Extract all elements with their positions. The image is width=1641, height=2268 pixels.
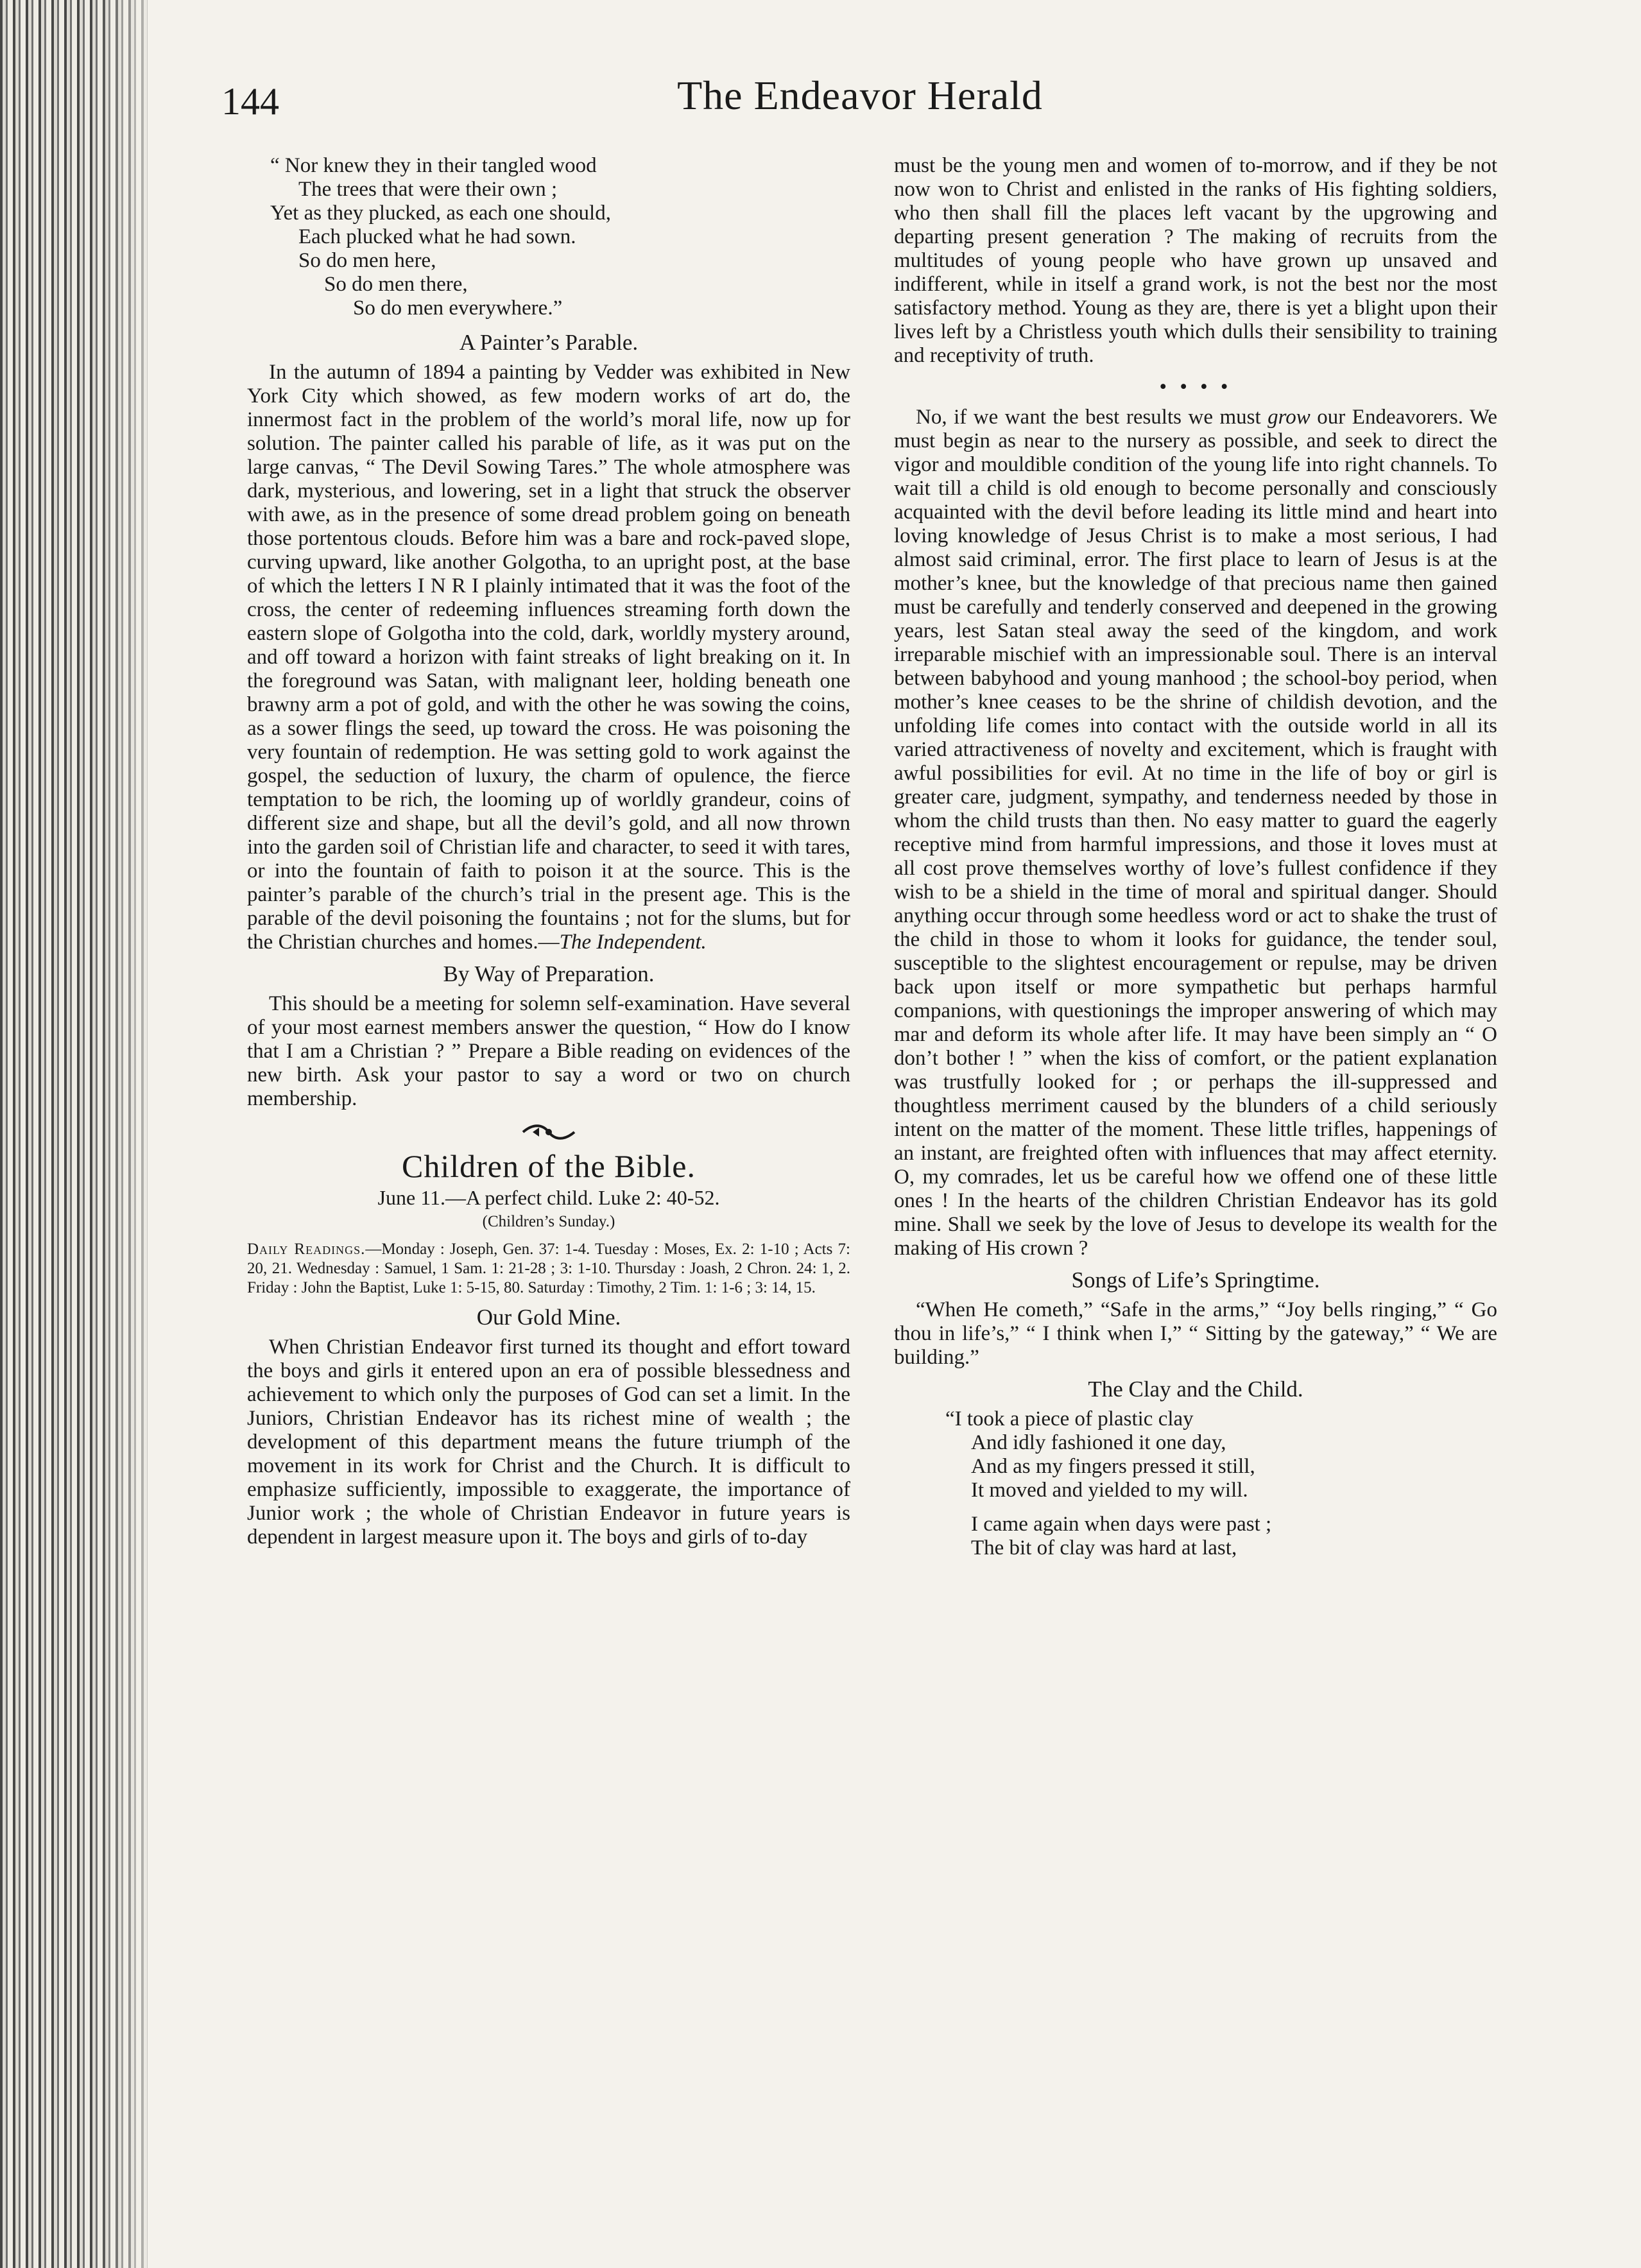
poem-line: It moved and yielded to my will. bbox=[971, 1479, 1248, 1502]
poem-line: So do men here, bbox=[298, 249, 436, 272]
gold-mine-body: When Christian Endeavor first turned its thought and effort toward the boys and girls it entered upon an era of possible blessedness and achievement to which only the purposes of God can set a limit. In the Juniors, Christian Endeavor has its richest mine of wealth ; the development of this department means the future triumph of the movement in its work for Christ and the Church. It is difficult to emphasize sufficiently, impossible to exaggerate, the importance of Junior work ; the whole of Christian Endeavor in future years is dependent in largest measure upon it. The boys and girls of to-day bbox=[247, 1336, 850, 1549]
poem-line: So do men there, bbox=[324, 273, 468, 296]
poem-line: “ Nor knew they in their tangled wood bbox=[270, 154, 597, 177]
poem-line: The bit of clay was hard at last, bbox=[971, 1536, 1237, 1559]
fleuron-ornament-icon bbox=[520, 1122, 578, 1142]
clay-heading: The Clay and the Child. bbox=[1088, 1377, 1303, 1402]
painter-source: The Independent. bbox=[559, 931, 707, 954]
running-title: The Endeavor Herald bbox=[677, 73, 1043, 118]
grow-before: No, if we want the best results we must bbox=[916, 406, 1268, 429]
painter-body: In the autumn of 1894 a painting by Vedder was exhibited in New York City which showed, as few modern works of art do, the innermost fact in the problem of the world’s moral life, now up for solution. The painter called his parable of life, as it was put on the large canvas, “ The Devil Sowing Tares.” The whole atmosphere was dark, mysterious, and lowering, set in a light that struck the observer with awe, as in the presence of some dread problem going on beneath those portentous clouds. Before him was a bare and rock-paved slope, curving upward, like another Golgotha, to an upright post, at the base of which the letters I N R I plainly intimated that it was the foot of the cross, the center of redeeming influences streaming forth down the eastern slope of Golgotha into the cold, dark, worldly mystery around, and off toward a horizon with faint streaks of light breaking on it. In the foreground was Satan, with malignant leer, holding beneath one brawny arm a pot of gold, and with the other he was sowing the coins, as a sower flings the seed, up toward the cross. He was poisoning the very fountain of redemption. He was setting gold to work against the gospel, the seduction of luxury, the charm of opulence, the fierce temptation to be rich, the looming up of worldly grandeur, coins of different size and shape, but all the devil’s gold, and all now thrown into the garden soil of Christian life and character, to seed it with tares, or into the fountain of faith to poison it at the source. This is the painter’s parable of the church’s trial in the present age. This is the parable of the devil poisoning the fountains ; not for the slums, but for the Christian churches and homes.— bbox=[247, 361, 850, 954]
lesson-subtitle: (Children’s Sunday.) bbox=[482, 1213, 615, 1230]
poem-line: Yet as they plucked, as each one should, bbox=[270, 202, 611, 225]
page-number: 144 bbox=[221, 80, 279, 123]
songs-body: “When He cometh,” “Safe in the arms,” “Joy bells ringing,” “ Go thou in life’s,” “ I think when I,” “ Sitting by the gateway,” “ We are building.” bbox=[894, 1298, 1497, 1369]
grow-paragraph bbox=[894, 406, 1497, 1260]
painter-heading: A Painter’s Parable. bbox=[459, 330, 639, 355]
clay-poem-stanza-1 bbox=[894, 1407, 1497, 1502]
right-column bbox=[894, 154, 1497, 1570]
poem-line: I came again when days were past ; bbox=[971, 1513, 1272, 1536]
readings-label: Daily Readings. bbox=[247, 1241, 366, 1258]
poem-line: And idly fashioned it one day, bbox=[971, 1431, 1226, 1454]
children-heading: Children of the Bible. bbox=[401, 1148, 696, 1184]
grow-emphasis: grow bbox=[1267, 406, 1310, 429]
grow-after: our Endeavorers. We must begin as near to the nursery as possible, and seek to direct the vigor and mouldible condition of the young life into right channels. To wait till a child is old enough to become personally and consciously acquainted with the devil before leading its little mind and heart into loving knowledge of Jesus Christ is to make a most serious, I had almost said criminal, error. The first place to learn of Jesus is at the mother’s knee, but the knowledge of that precious name then gained must be carefully and tenderly conserved and deepened in the growing years, lest Satan steal away the seed of the kingdom, and work irreparable mischief with an impressionable soul. There is an interval between babyhood and young manhood ; the school-boy period, when mother’s knee ceases to be the shrine of childish devotion, and the unfolding life comes into contact with the outside world in all its varied attractiveness of novelty and excitement, which is fraught with awful possibilities for evil. At no time in the life of boy or girl is greater care, judgment, sympathy, and tenderness needed by those in whom the child trusts than then. No easy matter to guard the eagerly receptive mind from harmful impressions, and those it loves must at all cost prove themselves worthy of love’s fullest confidence if they wish to be a shield in the time of moral and spiritual danger. Should anything occur through some heedless word or act to shake the trust of the child in those to whom it looks for guidance, the tender soul, susceptible to the slightest encouragement or repulse, may be driven back upon itself or more sympathetic but perhaps harmful companions, with questionings the improper answering of which may mar and deform its whole after life. It may have been simply an “ O don’t bother ! ” when the kiss of comfort, or the patient explanation was trustfully looked for ; or perhaps the ill-suppressed and thoughtless merriment caused by the blunders of a child seriously intent on the matter of the moment. These little trifles, happenings of an instant, are freighted often with influences that may affect eternity. O, my comrades, let us be careful how we offend one of these little ones ! In the hearts of the children Christian Endeavor has its gold mine. Shall we seek by the love of Jesus to develope its wealth for the making of His crown ? bbox=[894, 406, 1498, 1260]
page-header bbox=[221, 72, 1499, 136]
poem-line: So do men everywhere.” bbox=[353, 296, 563, 320]
painter-paragraph bbox=[247, 361, 850, 954]
songs-heading: Songs of Life’s Springtime. bbox=[1071, 1267, 1320, 1293]
section-dots: • • • • bbox=[1159, 375, 1232, 399]
poem-line: Each plucked what he had sown. bbox=[298, 225, 576, 248]
left-column bbox=[247, 154, 850, 1557]
clay-poem-stanza-2 bbox=[894, 1513, 1497, 1560]
poem-line: “I took a piece of plastic clay bbox=[945, 1407, 1194, 1430]
binding-shadow bbox=[96, 0, 173, 2268]
poem-line: The trees that were their own ; bbox=[298, 178, 558, 201]
continued-body: must be the young men and women of to-morrow, and if they be not now won to Christ and enlisted in the ranks of His fighting soldiers, who then shall fill the places left vacant by the upgrowing and departing present generation ? The making of recruits from the multitudes of young people who have grown up unsaved and indifferent, while in itself a grand work, is not the best nor the most satisfactory method. Young as they are, there is yet a blight upon their lives left by a Christless youth which dulls their sensibility to training and receptivity of truth. bbox=[894, 154, 1497, 367]
gold-mine-heading: Our Gold Mine. bbox=[476, 1305, 621, 1330]
preparation-body: This should be a meeting for solemn self-examination. Have several of your most earnest members answer the question, “ How do I know that I am a Christian ? ” Prepare a Bible reading on evidences of the new birth. Ask your pastor to say a word or two on church membership. bbox=[247, 992, 850, 1110]
daily-readings bbox=[247, 1240, 850, 1298]
lesson-line: June 11.—A perfect child. Luke 2: 40-52. bbox=[377, 1186, 720, 1209]
readings-body: —Monday : Joseph, Gen. 37: 1-4. Tuesday : Moses, Ex. 2: 1-10 ; Acts 7: 20, 21. Wednesday : Samuel, 1 Sam. 1: 21-28 ; 3: 1-10. Thursday : Joash, 2 Chron. 24: 1, 2. Friday : John the Baptist, Luke 1: 5-15, 80. Saturday : Timothy, 2 Tim. 1: 1-6 ; 3: 14, 15. bbox=[247, 1241, 850, 1296]
preparation-heading: By Way of Preparation. bbox=[443, 961, 655, 986]
opening-poem bbox=[247, 154, 850, 320]
poem-line: And as my fingers pressed it still, bbox=[971, 1455, 1255, 1478]
